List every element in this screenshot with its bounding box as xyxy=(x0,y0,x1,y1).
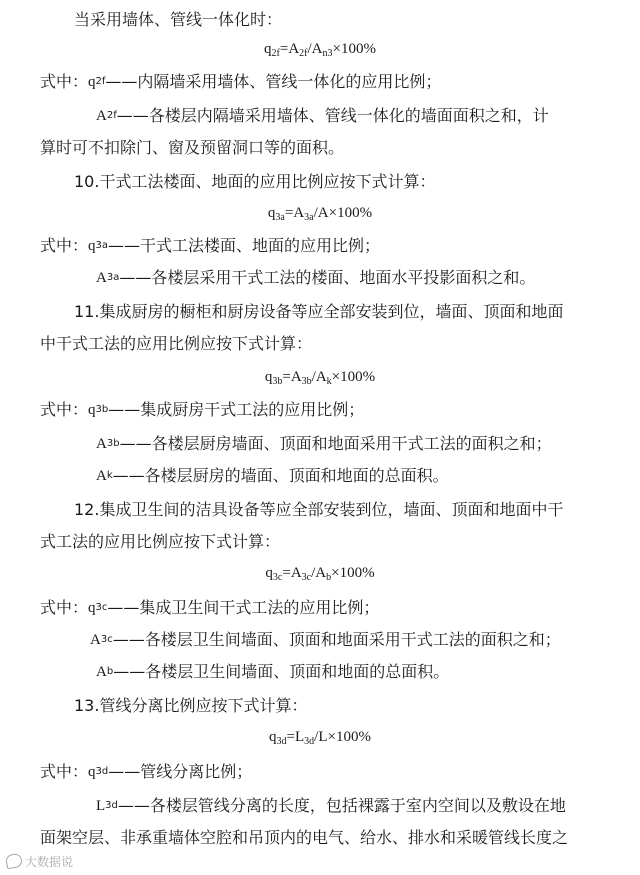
definition-a3b: A 3b ——各楼层厨房墙面、顶面和地面采用干式工法的面积之和； xyxy=(96,434,552,453)
intro-line: 当采用墙体、管线一体化时： xyxy=(74,10,283,29)
weibo-logo-icon xyxy=(5,853,23,870)
definition-l3d: L 3d ——各楼层管线分离的长度，包括裸露于室内空间以及敷设在地 xyxy=(96,796,566,815)
definition-q3a: 式中： q 3a ——干式工法楼面、地面的应用比例； xyxy=(40,236,381,255)
formula-q2f: $q_{2f}=A_{2f}/A_{n3}\times 100\%$ xyxy=(264,41,376,59)
definition-a3a: A 3a ——各楼层采用干式工法的楼面、地面水平投影面积之和。 xyxy=(96,268,536,287)
clause-12: 12.集成卫生间的洁具设备等应全部安装到位，墙面、顶面和地面中干 xyxy=(74,500,564,519)
formula-q3c: $q_{3c}=A_{3c}/A_b\times 100\%$ xyxy=(265,565,375,583)
formula-q3d: $q_{3d}=L_{3d}/L\times 100\%$ xyxy=(269,729,371,747)
definition-a3c: A 3c ——各楼层卫生间墙面、顶面和地面采用干式工法的面积之和； xyxy=(90,630,561,649)
definition-q3b: 式中： q 3b ——集成厨房干式工法的应用比例； xyxy=(40,400,365,419)
formula-q3b: $q_{3b}=A_{3b}/A_k\times 100\%$ xyxy=(264,369,376,387)
definition-a2f-cont: 算时可不扣除门、窗及预留洞口等的面积。 xyxy=(40,138,345,157)
definition-q3c: 式中： q 3c ——集成卫生间干式工法的应用比例； xyxy=(40,598,380,617)
clause-11: 11.集成厨房的橱柜和厨房设备等应全部安装到位，墙面、顶面和地面 xyxy=(74,302,564,321)
definition-ak: A k ——各楼层厨房的墙面、顶面和地面的总面积。 xyxy=(96,466,449,485)
definition-l3d-cont: 面架空层、非承重墙体空腔和吊顶内的电气、给水、排水和采暖管线长度之 xyxy=(40,828,569,847)
definition-a2f: A 2f ——各楼层内隔墙采用墙体、管线一体化的墙面面积之和，计 xyxy=(96,106,549,125)
definition-q3d: 式中： q 3d ——管线分离比例； xyxy=(40,762,253,781)
formula-q3a: $q_{3a}=A_{3a}/A\times 100\%$ xyxy=(267,205,373,223)
clause-12-cont: 式工法的应用比例应按下式计算： xyxy=(40,532,281,551)
watermark xyxy=(6,852,73,870)
clause-13: 13.管线分离比例应按下式计算： xyxy=(74,696,308,715)
clause-11-cont: 中干式工法的应用比例应按下式计算： xyxy=(40,334,313,353)
definition-ab: A b ——各楼层卫生间墙面、顶面和地面的总面积。 xyxy=(96,662,450,681)
clause-10: 10.干式工法楼面、地面的应用比例应按下式计算： xyxy=(74,172,436,191)
definition-q2f: 式中： q 2f ——内隔墙采用墙体、管线一体化的应用比例； xyxy=(40,72,442,91)
watermark-text: 大数据说 xyxy=(25,854,74,869)
